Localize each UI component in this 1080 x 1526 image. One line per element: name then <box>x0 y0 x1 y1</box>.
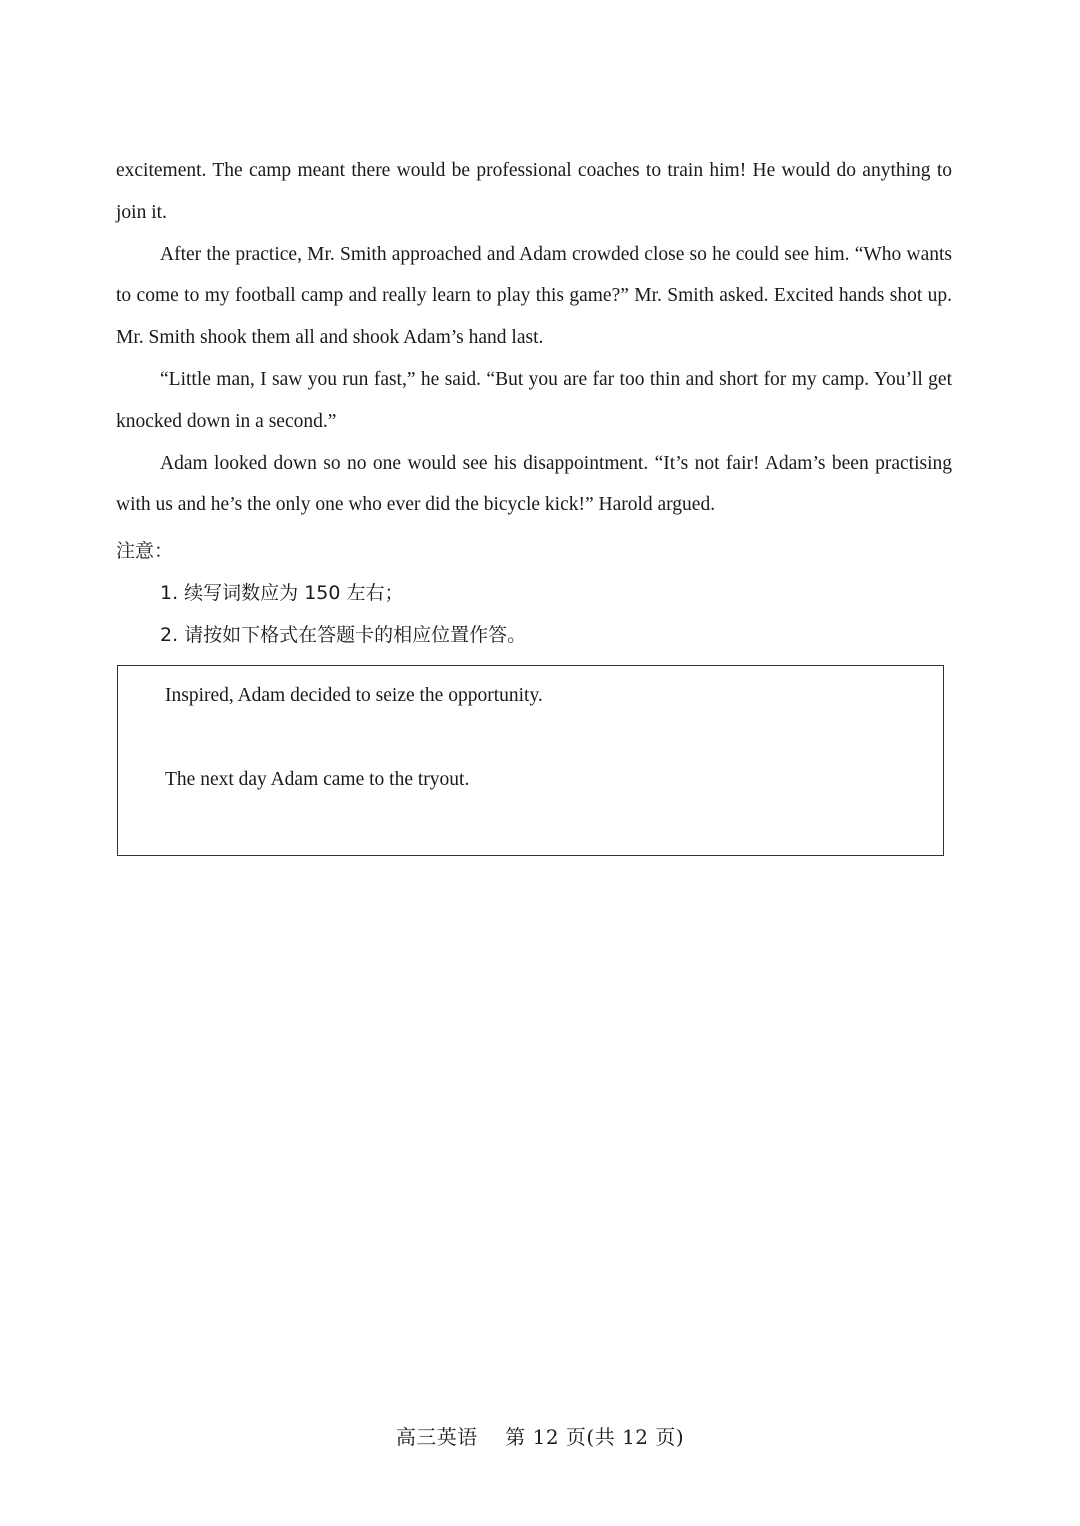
paragraph-1-opening: Inspired, Adam decided to seize the opportunity. <box>165 685 543 706</box>
passage-paragraph-1: excitement. The camp meant there would be professional coaches to train him! He would do anything to join it. <box>116 160 952 223</box>
answer-format-box <box>117 665 944 856</box>
passage-paragraph-4: Adam looked down so no one would see his disappointment. “It’s not fair! Adam’s been practising with us and he’s the only one who ever did the bicycle kick!” Harold argued. <box>116 452 952 516</box>
story-passage <box>116 150 952 526</box>
note-item-word-count: 1. 续写词数应为 150 左右； <box>160 582 404 604</box>
passage-paragraph-2: After the practice, Mr. Smith approached and Adam crowded close so he could see him. “Who wants to come to my football camp and really learn to play this game?” Mr. Smith asked. Excited hands shot up. Mr. Smith shook them all and shook Adam’s hand last. <box>116 243 952 349</box>
note-item-format: 2. 请按如下格式在答题卡的相应位置作答。 <box>160 624 527 646</box>
notes-heading: 注意： <box>116 540 174 562</box>
page-footer: 高三英语 第 12 页(共 12 页) <box>395 1425 685 1449</box>
passage-paragraph-3: “Little man, I saw you run fast,” he said. “But you are far too thin and short for my camp. You’ll get knocked down in a second.” <box>116 368 952 432</box>
paragraph-2-opening: The next day Adam came to the tryout. <box>165 769 470 790</box>
instructions-notes <box>116 530 952 656</box>
